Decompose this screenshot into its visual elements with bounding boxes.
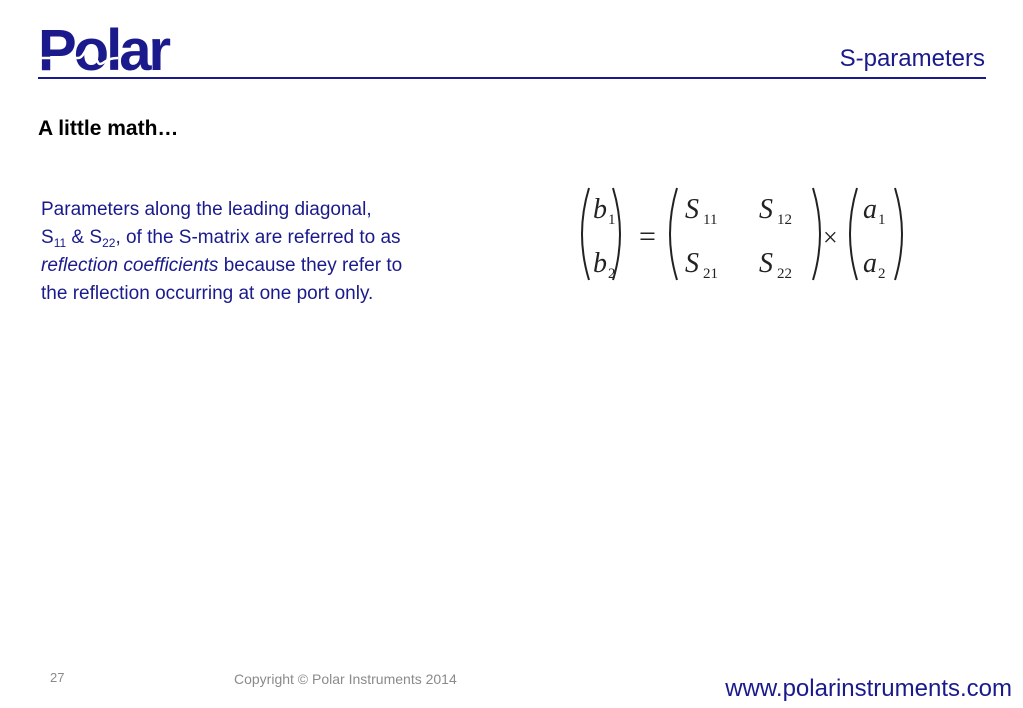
s-matrix-equation: [573, 180, 913, 290]
matrix-s12-sub: 12: [777, 212, 792, 228]
rhs-a1-var: a: [863, 194, 877, 225]
body-paragraph: [41, 196, 511, 308]
matrix-s21-sub: 21: [703, 266, 718, 282]
lhs-b2-sub: 2: [608, 266, 616, 282]
s22-base: S: [89, 227, 103, 248]
matrix-s11-var: S: [685, 194, 699, 225]
matrix-s22-var: S: [759, 248, 773, 279]
paragraph-line-2: , of the S-matrix are referred to as: [115, 227, 401, 248]
rhs-right-paren: [895, 188, 902, 280]
rhs-a1-sub: 1: [878, 212, 886, 228]
rhs-a2-var: a: [863, 248, 877, 279]
times-sign: ×: [823, 223, 838, 252]
slide-heading: A little math…: [38, 117, 179, 140]
rhs-a2-sub: 2: [878, 266, 886, 282]
paragraph-line-1: Parameters along the leading diagonal,: [41, 199, 372, 220]
polar-logo: [38, 22, 198, 74]
copyright-notice: Copyright © Polar Instruments 2014: [234, 671, 457, 687]
page-title: S-parameters: [839, 45, 985, 72]
matrix-s22-sub: 22: [777, 266, 792, 282]
page-number: 27: [50, 670, 65, 685]
header-divider: [38, 77, 986, 79]
s11-subscript: 11: [53, 236, 67, 250]
lhs-b1-var: b: [593, 194, 607, 225]
logo-wordmark: Polar: [38, 22, 169, 74]
lhs-b1-sub: 1: [608, 212, 616, 228]
ampersand: &: [66, 227, 90, 248]
matrix-s12-var: S: [759, 194, 773, 225]
matrix-right-paren: [813, 188, 820, 280]
s22-subscript: 22: [102, 236, 116, 250]
reflection-coefficients-term: reflection coefficients: [41, 255, 219, 276]
matrix-left-paren: [670, 188, 677, 280]
website-link[interactable]: www.polarinstruments.com: [725, 675, 1012, 702]
rhs-left-paren: [850, 188, 857, 280]
equals-sign: =: [639, 220, 656, 253]
matrix-s11-sub: 11: [703, 212, 718, 228]
lhs-left-paren: [582, 188, 589, 280]
paragraph-line-3: because they refer to: [218, 255, 403, 276]
paragraph-line-4: the reflection occurring at one port only.: [41, 283, 374, 304]
matrix-s21-var: S: [685, 248, 699, 279]
lhs-b2-var: b: [593, 248, 607, 279]
s11-base: S: [41, 227, 54, 248]
